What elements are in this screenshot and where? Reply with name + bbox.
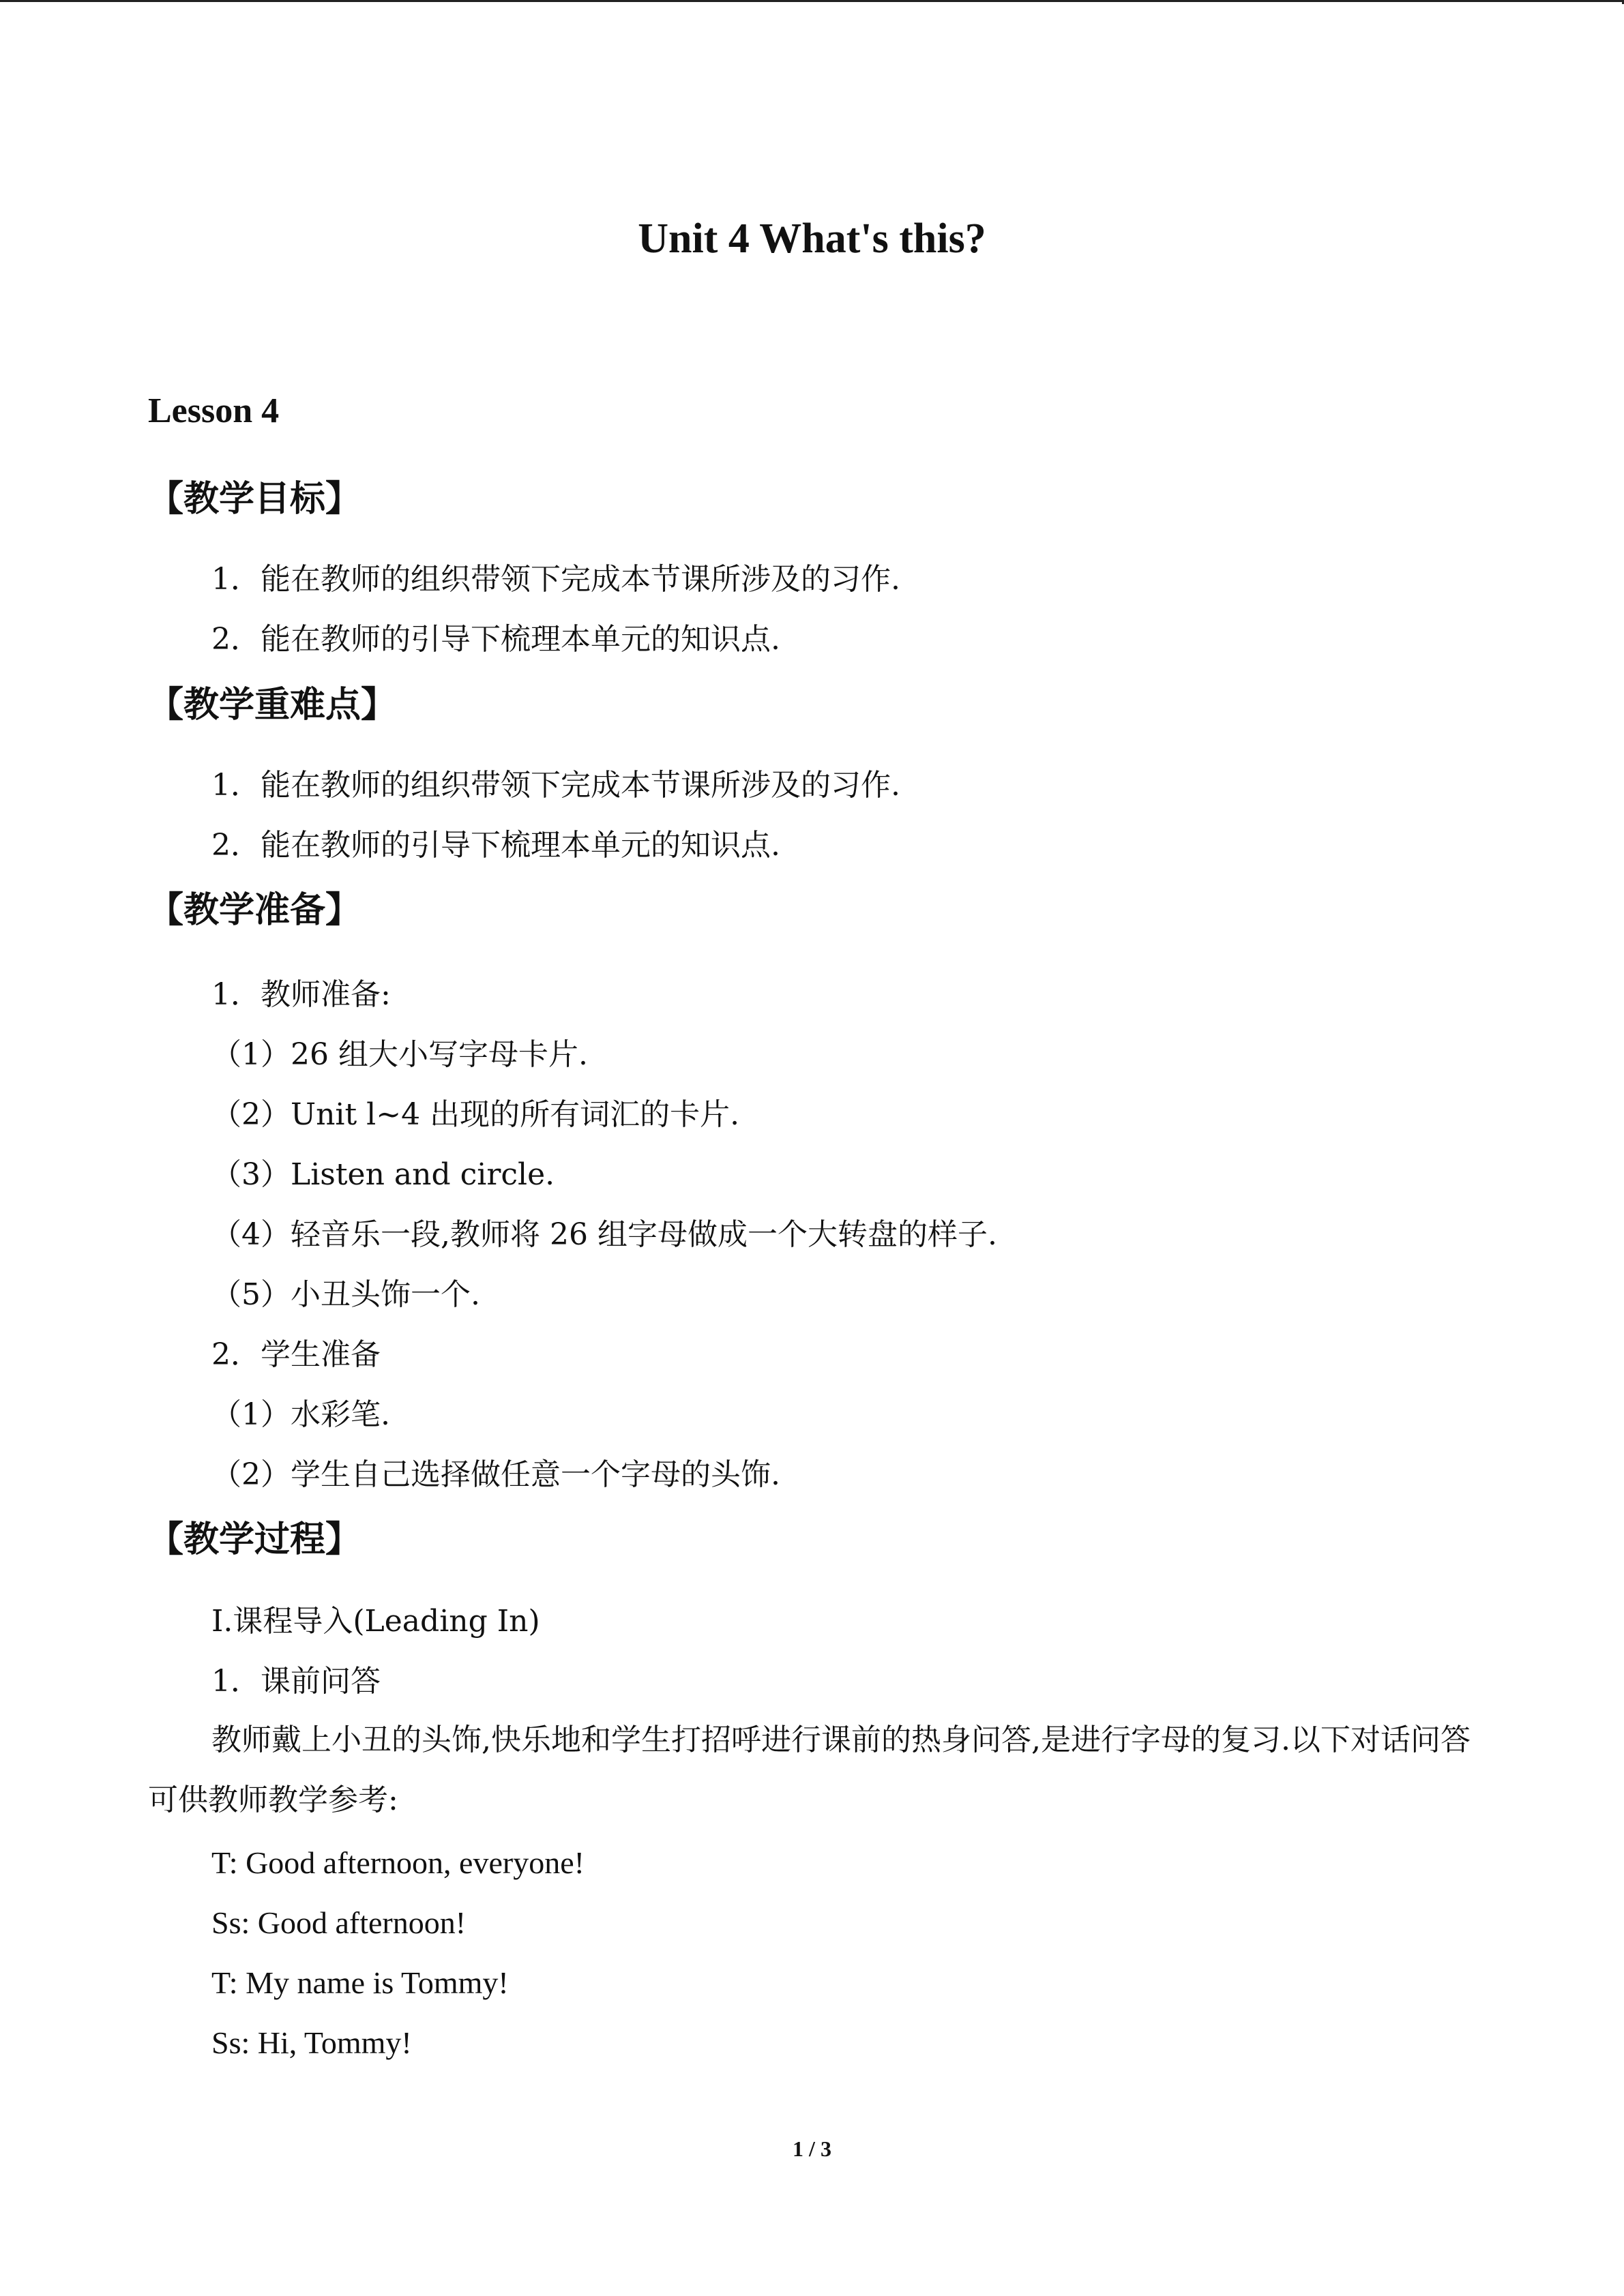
objective-item: 1．能在教师的组织带领下完成本节课所涉及的习作. [211,562,900,597]
page-top-border [0,0,1624,2]
teacher-preparation-item: （1）26 组大小写字母卡片. [211,1037,588,1072]
teacher-preparation-heading: 1．教师准备: [211,977,391,1012]
objective-item: 2．能在教师的引导下梳理本单元的知识点. [211,622,780,657]
dialog-line: Ss: Hi, Tommy! [211,2025,412,2060]
teacher-preparation-item: （2）Unit l~4 出现的所有词汇的卡片. [211,1097,740,1132]
dialog-line: T: Good afternoon, everyone! [211,1845,585,1880]
process-paragraph: 教师戴上小丑的头饰,快乐地和学生打招呼进行课前的热身问答,是进行字母的复习.以下对话问答可供教师教学参考: [148,1723,1471,1817]
teacher-preparation-item: （5）小丑头饰一个. [211,1277,480,1312]
teacher-preparation-item: （4）轻音乐一段,教师将 26 组字母做成一个大转盘的样子. [211,1217,997,1252]
page-number: 1 / 3 [793,2136,831,2161]
process-step-heading: Ⅰ.课程导入(Leading In) [211,1604,540,1639]
student-preparation-item: （2）学生自己选择做任意一个字母的头饰. [211,1457,780,1492]
key-point-item: 2．能在教师的引导下梳理本单元的知识点. [211,828,780,863]
section-heading-process: 【教学过程】 [148,1519,361,1560]
student-preparation-heading: 2．学生准备 [211,1337,381,1372]
teacher-preparation-item: （3）Listen and circle. [211,1157,555,1192]
section-heading-preparation: 【教学准备】 [148,890,361,931]
dialog-line: T: My name is Tommy! [211,1965,509,2000]
section-heading-key-points: 【教学重难点】 [148,685,397,726]
process-sub-step-heading: 1．课前问答 [211,1664,381,1699]
section-heading-objectives: 【教学目标】 [148,479,361,520]
document-title: Unit 4 What's this? [638,215,986,262]
dialog-line: Ss: Good afternoon! [211,1905,467,1940]
lesson-heading: Lesson 4 [148,391,280,430]
student-preparation-item: （1）水彩笔. [211,1397,390,1432]
key-point-item: 1．能在教师的组织带领下完成本节课所涉及的习作. [211,768,900,803]
